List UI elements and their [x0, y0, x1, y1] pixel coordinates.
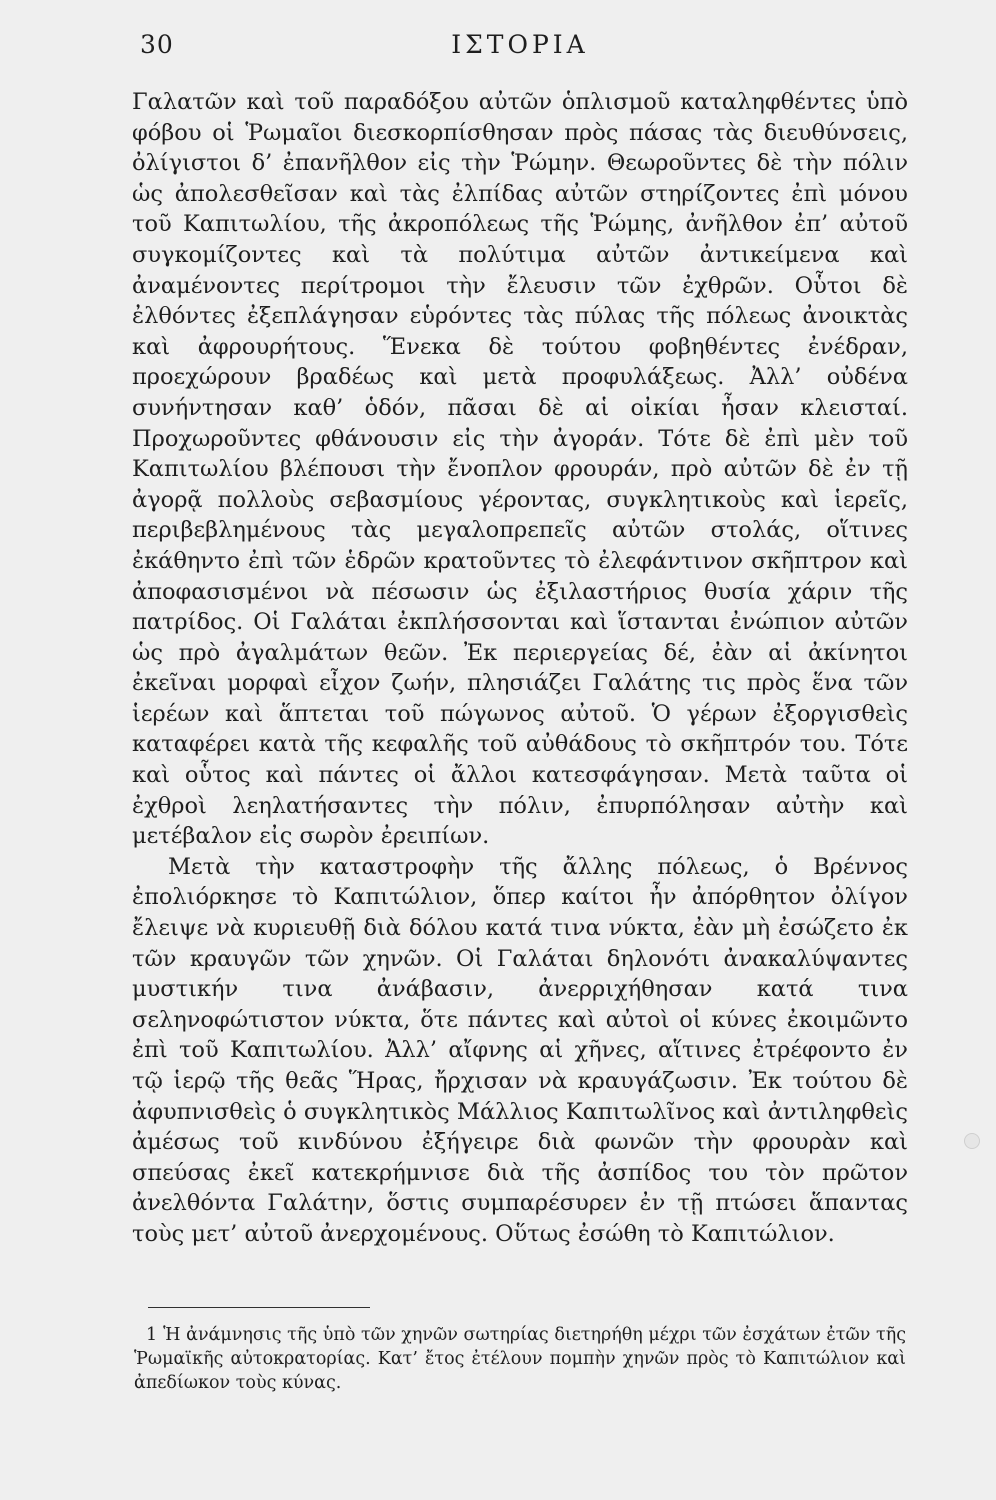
- margin-hole-mark: [964, 1133, 980, 1149]
- paragraph-1: Γαλατῶν καὶ τοῦ παραδόξου αὐτῶν ὁπλισμοῦ καταληφθέντες ὑπὸ φόβου οἱ Ῥωμαῖοι διεσκορπίσθησαν πρὸς πάσας τὰς διευθύνσεις, ὀλίγιστοι δ’ ἐπανῆλθον εἰς τὴν Ῥώμην. Θεωροῦντες δὲ τὴν πόλιν ὡς ἀπολεσθεῖσαν καὶ τὰς ἐλπίδας αὐτῶν στηρίζοντες ἐπὶ μόνου τοῦ Καπιτωλίου, τῆς ἀκροπόλεως τῆς Ῥώμης, ἀνῆλθον ἐπ’ αὐτοῦ συγκομίζοντες καὶ τὰ πολύτιμα αὐτῶν ἀντικείμενα καὶ ἀναμένοντες περίτρομοι τὴν ἔλευσιν τῶν ἐχθρῶν. Οὗτοι δὲ ἐλθόντες ἐξεπλάγησαν εὑρόντες τὰς πύλας τῆς πόλεως ἀνοικτὰς καὶ ἀφρουρήτους. Ἕνεκα δὲ τούτου φοβηθέντες ἐνέδραν, προεχώρουν βραδέως καὶ μετὰ προφυλάξεως. Ἀλλ’ οὐδένα συνήντησαν καθ’ ὁδόν, πᾶσαι δὲ αἱ οἰκίαι ἦσαν κλεισταί. Προχωροῦντες φθάνουσιν εἰς τὴν ἀγοράν. Τότε δὲ ἐπὶ μὲν τοῦ Καπιτωλίου βλέπουσι τὴν ἔνοπλον φρουράν, πρὸ αὐτῶν δὲ ἐν τῇ ἀγορᾷ πολλοὺς σεβασμίους γέροντας, συγκλητικοὺς καὶ ἱερεῖς, περιβεβλημένους τὰς μεγαλοπρεπεῖς αὐτῶν στολάς, οἵτινες ἐκάθηντο ἐπὶ τῶν ἑδρῶν κρατοῦντες τὸ ἐλεφάντινον σκῆπτρον καὶ ἀποφασισμένοι νὰ πέσωσιν ὡς ἐξιλαστήριος θυσία χάριν τῆς πατρίδος. Οἱ Γαλάται ἐκπλήσσονται καὶ ἵστανται ἐνώπιον αὐτῶν ὡς πρὸ ἀγαλμάτων θεῶν. Ἐκ περιεργείας δέ, ἐὰν αἱ ἀκίνητοι ἐκεῖναι μορφαὶ εἶχον ζωήν, πλησιάζει Γαλάτης τις πρὸς ἕνα τῶν ἱερέων καὶ ἅπτεται τοῦ πώγωνος αὐτοῦ. Ὁ γέρων ἐξοργισθεὶς καταφέρει κατὰ τῆς κεφαλῆς τοῦ αὐθάδους τὸ σκῆπτρόν του. Τότε καὶ οὗτος καὶ πάντες οἱ ἄλλοι κατεσφάγησαν. Μετὰ ταῦτα οἱ ἐχθροὶ λεηλατήσαντες τὴν πόλιν, ἐπυρπόλησαν αὐτὴν καὶ μετέβαλον εἰς σωρὸν ἐρειπίων.: [132, 89, 908, 850]
- body-text: [132, 87, 908, 1250]
- page-header: [140, 30, 900, 64]
- page-number: 30: [140, 30, 174, 59]
- footnote-divider: [148, 1307, 370, 1308]
- running-title: ΙΣΤΟΡΙΑ: [451, 30, 589, 59]
- footnote: [134, 1323, 906, 1395]
- footnote-text: Ἡ ἀνάμνησις τῆς ὑπὸ τῶν χηνῶν σωτηρίας διετηρήθη μέχρι τῶν ἐσχάτων ἐτῶν τῆς Ῥωμαϊκῆς αὐτοκρατορίας. Κατ’ ἔτος ἐτέλουν πομπὴν χηνῶν πρὸς τὸ Καπιτώλιον καὶ ἀπεδίωκον τοὺς κύνας.: [134, 1325, 906, 1393]
- paragraph-2: Μετὰ τὴν καταστροφὴν τῆς ἄλλης πόλεως, ὁ Βρέννος ἐπολιόρκησε τὸ Καπιτώλιον, ὅπερ καίτοι ἦν ἀπόρθητον ὀλίγον ἔλειψε νὰ κυριευθῇ διὰ δόλου κατά τινα νύκτα, ἐὰν μὴ ἐσώζετο ἐκ τῶν κραυγῶν τῶν χηνῶν. Οἱ Γαλάται δηλονότι ἀνακαλύψαντες μυστικήν τινα ἀνάβασιν, ἀνερριχήθησαν κατά τινα σεληνοφώτιστον νύκτα, ὅτε πάντες καὶ αὐτοὶ οἱ κύνες ἐκοιμῶντο ἐπὶ τοῦ Καπιτωλίου. Ἀλλ’ αἴφνης αἱ χῆνες, αἵτινες ἐτρέφοντο ἐν τῷ ἱερῷ τῆς θεᾶς Ἥρας, ἤρχισαν νὰ κραυγάζωσιν. Ἐκ τούτου δὲ ἀφυπνισθεὶς ὁ συγκλητικὸς Μάλλιος Καπιτωλῖνος καὶ ἀντιληφθεὶς ἀμέσως τοῦ κινδύνου ἐξήγειρε διὰ φωνῶν τὴν φρουρὰν καὶ σπεύσας ἐκεῖ κατεκρήμνισε διὰ τῆς ἀσπίδος του τὸν πρῶτον ἀνελθόντα Γαλάτην, ὅστις συμπαρέσυρεν ἐν τῇ πτώσει ἅπαντας τοὺς μετ’ αὐτοῦ ἀνερχομένους. Οὕτως ἐσώθη τὸ Καπιτώλιον.: [132, 853, 908, 1247]
- footnote-mark: 1: [146, 1325, 158, 1345]
